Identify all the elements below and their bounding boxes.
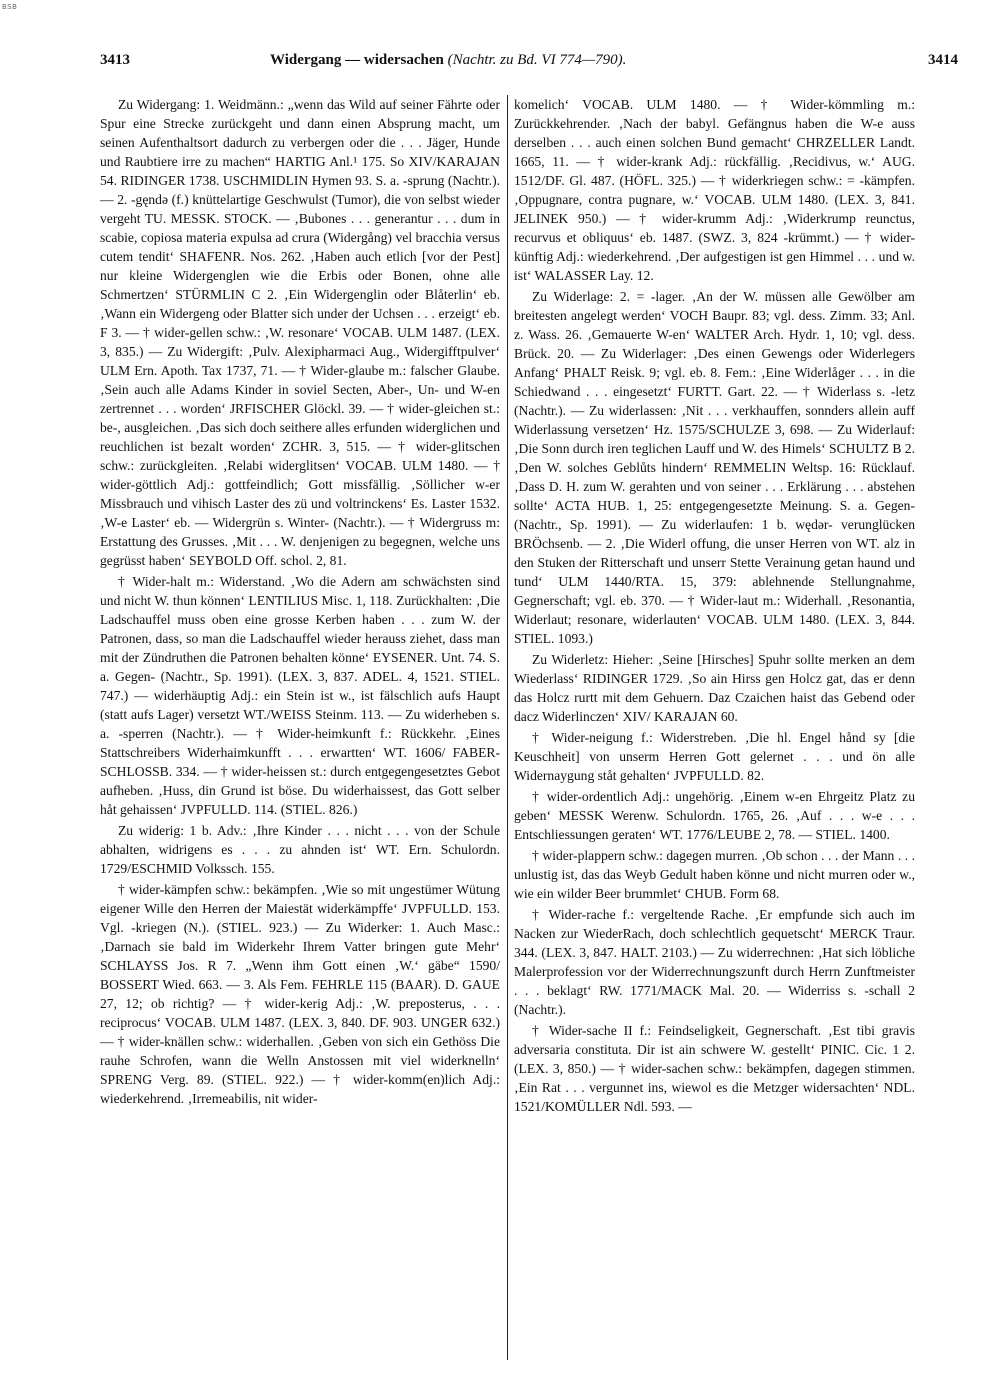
column-divider [507,95,508,1360]
entry-widerplappern: † wider-plappern schw.: dagegen murren. ‚Ob schon . . . der Mann . . . unlustig ist, das das Weyb Gedult haben könne und nicht murren oder w., wie ein wilder Beer brummlet‘ CHUB. Form 68. [514,848,915,901]
entry-widerig: Zu widerig: 1 b. Adv.: ‚Ihre Kinder . . . nicht . . . von der Schule abhalten, widrigens es . . . zu ahnden ist‘ WT. Ern. Schulordn. 1729/ESCHMID Volkssch. 155. [100,823,500,876]
entry-widersache: † Wider-sache II f.: Feindseligkeit, Gegnerschaft. ‚Est tibi gravis adversaria constituta. Dir ist ain schwere W. gestellt‘ PINIC. Cic. 1 2. (LEX. 3, 850.) — † wider-sachen schw.: bekämpfen, dagegen stimmen. ‚Ein Rat . . . vergunnet ins, wiewol es die Metzger widersachten‘ NDL. 1521/KOMÜLLER Ndl. 593. — [514,1023,915,1114]
running-title [270,52,626,69]
entry-widergang: Zu Widergang: 1. Weidmänn.: „wenn das Wild auf seiner Fährte oder Spur eine Strecke zurückgeht und dann einen Absprung macht, um seinen Aufenthaltsort dadurch zu verbergen oder die . . . Jäger, Hunde und Raubtiere irre zu machen“ HARTIG Anl.¹ 175. So XIV/KARAJAN 54. RIDINGER 1738. USCHMIDLIN Hymen 93. S. a. -sprung (Nachtr.). — 2. -gęndə (f.) knüttelartige Geschwulst (Tumor), die von selbst wieder vergeht TU. MESSK. STOCK. — ‚Bubones . . . generantur . . . dum in scabie, copiosa materia expulsa ad crura (Widergång) vel bracchia versus cutem tendit‘ SHAFENR. Nos. 262. ‚Haben auch etlich [vor der Pest] nur kleine Widergenglen wie die Erbis oder Bonen, ohne alle Schmertzen‘ STÜRMLIN C 2. ‚Ein Widergenglin oder Blåterlin‘ eb. ‚Wann ein Widergeng oder Blatter sich under der Uchsen . . . erzeigt‘ eb. F 3. — † wider-gellen schw.: ‚W. resonare‘ VOCAB. ULM 1487. (LEX. 3, 835.) — Zu Widergift: ‚Pulv. Alexipharmaci Aug., Widergifftpulver‘ ULM Ern. Apoth. Tax 1737, 71. — † Wider-glaube m.: falscher Glaube. ‚Sein auch alle Adams Kinder in soviel Secten, Aber-, Un- und W-en zertrennet . . . worden‘ JRFISCHER Glöckl. 39. — † wider-gleichen st.: be-, ausgleichen. ‚Das sich doch seithere alles erfunden widerglichen und reuchlichen ist bezalt worden‘ ZCHR. 3, 515. — † wider-glitschen schw.: zurückgleiten. ‚Relabi widerglitsen‘ VOCAB. ULM 1480. — † wider-göttlich Adj.: gottfeindlich; Gott missfällig. ‚Söllicher w-er Missbrauch und vihisch Laster des zü und voltrinckens‘ Es. Laster 1532. ‚W-e Laster‘ eb. — Widergrün s. Winter- (Nachtr.). — † Widergruss m: Erstattung des Grusses. ‚Mit . . . W. denjenigen zu begegnen, welche uns gegrüsst haben‘ SEYBOLD Off. schol. 2, 81. [100,97,500,568]
entry-widerrache: † Wider-rache f.: vergeltende Rache. ‚Er empfunde sich auch im Nacken zur WiederRach, doch schlechtlich gequetscht‘ MERCK Traur. 344. (LEX. 3, 847. HALT. 2103.) — Zu widerrechnen: ‚Hat sich löbliche Malerprofession vor der Widerrechnungszunft durch Herrn Zunftmeister . . . beklagt‘ RW. 1771/MACK Mal. 20. — Widerriss s. -schall 2 (Nachtr.). [514,907,915,1017]
entry-widerordentlich: † wider-ordentlich Adj.: ungehörig. ‚Einem w-en Ehrgeitz Platz zu geben‘ MESSK Werenw. Schulordn. 1765, 26. ‚Auf . . . w-e . . . Entschliessungen geraten‘ WT. 1776/LEUBE 2, 78. — STIEL. 1400. [514,789,915,842]
right-column [514,95,915,1376]
entry-widerletz: Zu Widerletz: Hieher: ‚Seine [Hirsches] Spuhr sollte merken an dem Wiederlass‘ RIDINGER 1729. ‚So ain Hirss gen Holcz gat, das er denn das Holcz rurtt mit dem Gehuern. Daz Czaichen haist das Gebend oder dacz Widerlinczen‘ XIV/ KARAJAN 60. [514,652,915,724]
entry-widerkaempfen: † wider-kämpfen schw.: bekämpfen. ‚Wie so mit ungestümer Wütung eigener Wille den Herren der Maiestät widerkämpffe‘ JVPFULLD. 153. Vgl. -kriegen (N.). (STIEL. 923.) — Zu Widerker: 1. Auch Masc.: ‚Darnach sie bald im Widerkehr Ihrem Vatter bringen gute Mehr‘ SCHLAYSS Jos. R 7. „Wenn ihm Gott einen ‚W.‘ gäbe“ 1590/ BOSSERT Wied. 663. — 3. Als Fem. FEHRLE 115 (BAAR). D. GAUE 27, 12; ob richtig? — † wider-kerig Adj.: ‚W. preposterus, . . . reciprocus‘ VOCAB. ULM 1487. (LEX. 3, 840. DF. 903. UNGER 632.) — † wider-knällen schw.: widerhallen. ‚Geben von sich ein Gethöss Die rauhe Schrofen, wann die Welln Anstossen mit viel widerknelln‘ SPRENG Verg. 89. (STIEL. 922.) — † wider-komm(en)lich Adj.: wiederkehrend. ‚Irremeabilis, nit wider- [100,882,500,1106]
page-number-right: 3414 [928,52,958,68]
entry-widerhalt: † Wider-halt m.: Widerstand. ‚Wo die Adern am schwächsten sind und nicht W. thun können‘ LENTILIUS Misc. 1, 118. Zurückhalten: ‚Die Ladschauffel muss oben eine grosse Kerben haben . . . zum W. der Patronen, dass, so man die Ladschauffel wieder herauss ziehet, dass man mit der Zündruthen die Patronen behalten könne‘ EYSENER. Unt. 74. S. a. Gegen- (Nachtr., Sp. 1991). (LEX. 3, 837. ADEL. 4, 1521. STIEL. 747.) — widerhäuptig Adj.: ein Stein ist w., ist fälschlich aufs Haupt (statt aufs Lager) versetzt WT./WEISS Steinm. 113. — Zu widerheben s. a. -sperren (Nachtr.). — † Wider-heimkunft f.: Rückkehr. ‚Eines Stattschreibers Widerhaimkunfft . . . erwartten‘ WT. 1606/ FABER-SCHLOSSB. 334. — † wider-heissen st.: durch entgegengesetztes Gebot aufheben. ‚Huss, din Grund ist böse. Du widerhaissest, das Gott selber håt gehaissen‘ JVPFULLD. 114. (STIEL. 826.) [100,574,500,817]
running-title-words: Widergang — widersachen [270,52,444,68]
entry-widerkommlich-cont: komelich‘ VOCAB. ULM 1480. — † Wider-kömmling m.: Zurückkehrender. ‚Nach der babyl. Gefängnus haben die W-e auss derselben . . . auch einen solchen Bund gemacht‘ CHRZELLER Landt. 1665, 11. — † wider-krank Adj.: rückfällig. ‚Recidivus, w.‘ AUG. 1512/DF. Gl. 487. (HÖFL. 325.) — † widerkriegen schw.: = -kämpfen. ‚Oppugnare, contra pugnare, w.‘ VOCAB. ULM 1480. (LEX. 3, 841. JELINEK 950.) — † wider-krumm Adj.: ‚Widerkrump reunctus, recurvus et obliquus‘ eb. 1487. (SWZ. 3, 824 -krümmt.) — † wider-künftig Adj.: wiederkehrend. ‚Der aufgestigen ist gen Himmel . . . und w. ist‘ WALASSER Lay. 12. [514,97,915,283]
left-column [100,95,500,1376]
page-header [100,52,958,76]
running-title-note: (Nachtr. zu Bd. VI 774—790). [447,52,627,68]
entry-widerlage: Zu Widerlage: 2. = -lager. ‚An der W. müssen alle Gewölber am breitesten angelegt werden‘ VOCH Baupr. 83; vgl. dess. Zimm. 33; Anl. z. Wass. 26. ‚Gemauerte W-en‘ WALTER Arch. Hydr. 1, 10; vgl. dess. Brück. 20. — Zu Widerlager: ‚Des einen Gewengs oder Widerlegers Anfang‘ PHALT Reisk. 9; vgl. eb. 8. Fem.: ‚Eine Widerlåger . . . in die Schiedwand . . . eingesetzt‘ FURTT. Gart. 22. — † Widerlass s. -letz (Nachtr.). — Zu widerlassen: ‚Nit . . . verkhauffen, sonnders allein auff Widerlassung versetzen‘ Hz. 1575/SCHULZE 3, 698. — Zu Widerlauf: ‚Die Sonn durch iren teglichen Lauff und W. des Himels‘ SCHULTZ B 2. ‚Den W. solches Geblůts hindern‘ REMMELIN Weltsp. 16: Rücklauf. ‚Dass D. H. zum W. gerahten und von seiner . . . Erklärung . . . abstehen sollte‘ ACTA HUB. 1, 25: entgegengesetzte Meinung. S. a. Gegen- (Nachtr., Sp. 1991). — Zu widerlaufen: 1 b. wędər- verunglücken BRÖchsenb. — 2. ‚Die Widerl offung, die unser Herren von WT. alz in den Stuken der Ritterschaft und unserr Stette Verainung getan haund und tund‘ ULM 1440/RTA. 15, 379: ablehnende Stellungnahme, Gegnerschaft; vgl. eb. 370. — † Wider-laut m.: Widerhall. ‚Resonantia, Widerlaut; resonare, widerlauten‘ VOCAB. ULM 1480. (LEX. 3, 844. STIEL. 1093.) [514,289,915,646]
entry-widerneigung: † Wider-neigung f.: Widerstreben. ‚Die hl. Engel hånd sy [die Keuschheit] von unserm Herren Gott gelernet . . . und ön alle Widernaygung ståt gehalten‘ JVPFULLD. 82. [514,730,915,783]
page-number-left: 3413 [100,52,130,68]
library-watermark: BSB [2,3,18,11]
